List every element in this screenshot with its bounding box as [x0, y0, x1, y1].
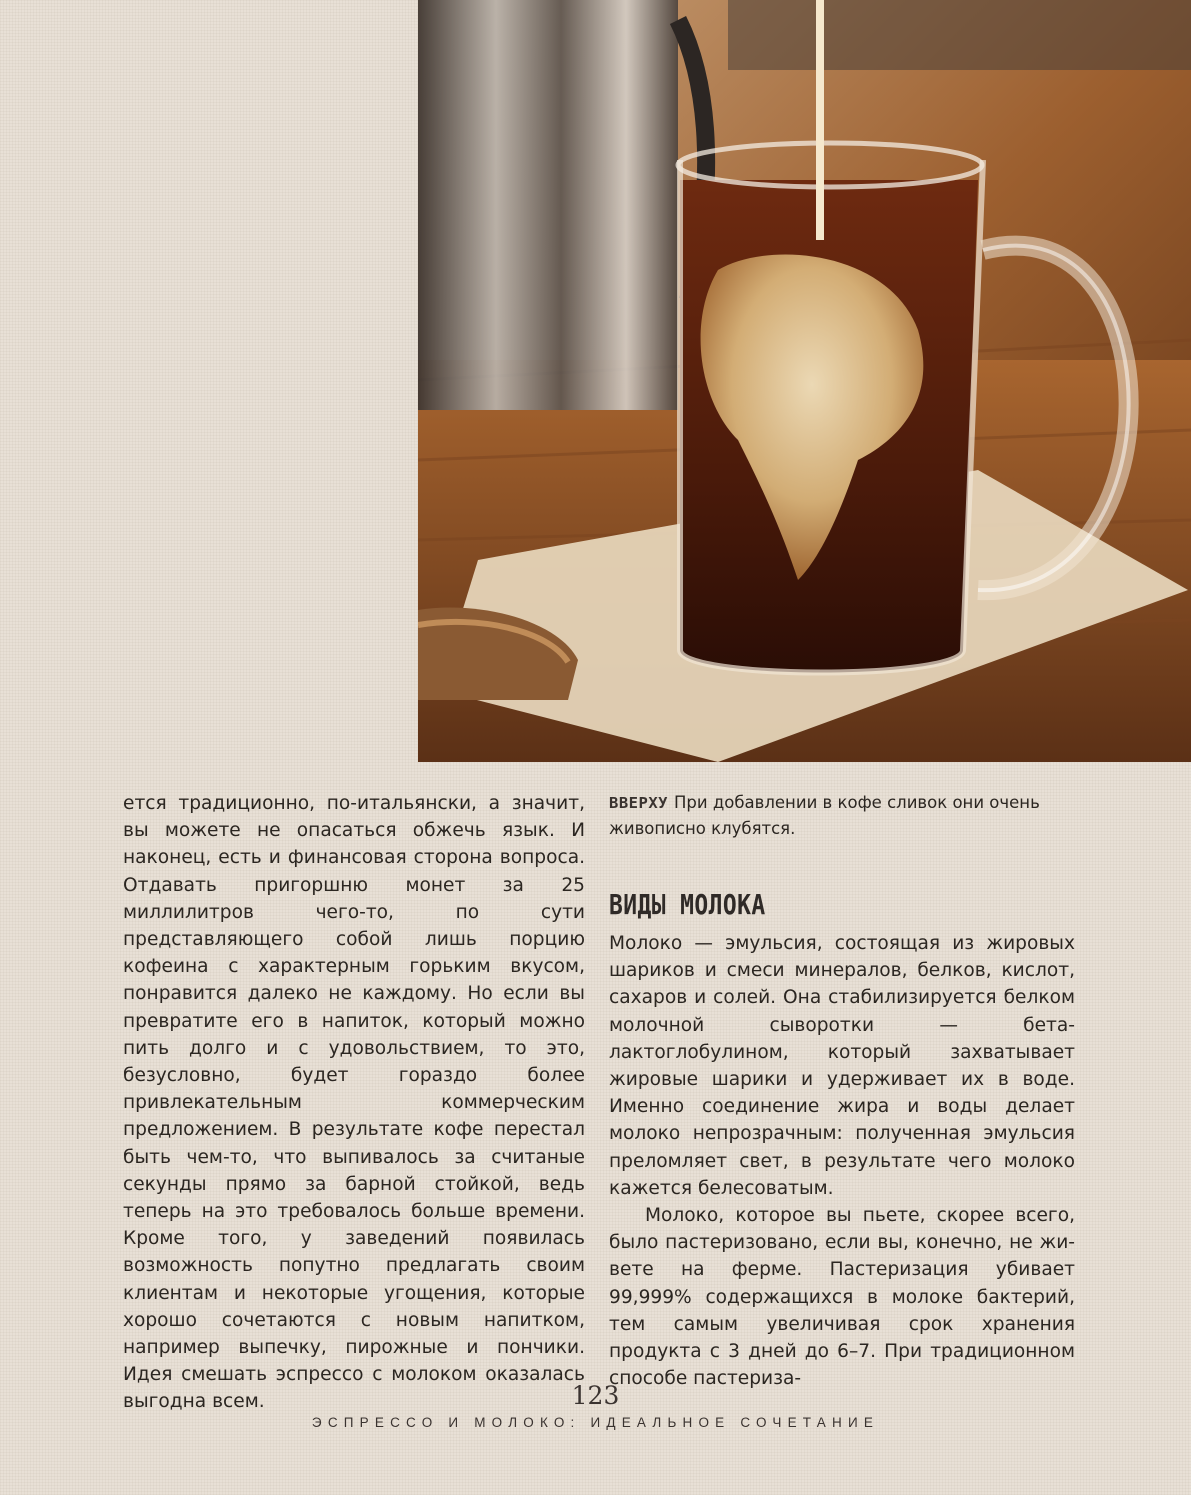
right-paragraph-1: Молоко — эмульсия, состоящая из жировых шариков и смеси минералов, белков, кислот, сахаров и солей. Она стабилизируется белком молочной сыворотки — бета-лактоглобулином, который захватывает жировые шарики и удерживает их в воде. Именно соединение жира и воды делает молоко непрозрачным: полученная эмульсия преломляет свет, в результате чего молоко кажется белесоватым. — [609, 933, 1075, 1199]
left-paragraph: ется традиционно, по-итальянски, а значит, вы можете не опасаться обжечь язык. И наконец, есть и финансовая сторона вопроса. Отдавать пригоршню монет за 25 миллилитров чего-то, по сути представляющего собой лишь порцию кофеина с характерным горьким вкусом, понравится далеко не каждому. Но если вы превратите его в напиток, который можно пить долго и с удовольствием, то это, безусловно, будет гораздо более привлекательным коммерческим предложением. В результате кофе перестал быть чем-то, что выпивалось за считаные секунды прямо за барной стойкой, ведь теперь на это требовалось больше времени. Кроме того, у заведений появилась возможность попутно предлагать своим клиентам и некоторые угощения, которые хорошо сочетаются с новым напитком, например выпечку, пирожные и пончики. Идея смешать эспрессо с молоком оказалась выгодна всем. — [123, 793, 585, 1413]
section-heading: ВИДЫ МОЛОКА — [609, 888, 766, 921]
coffee-photo-illustration — [418, 0, 1191, 762]
caption-text: При добавлении в кофе сливок они очень живописно клубятся. — [609, 793, 1040, 838]
coffee-photo — [418, 0, 1191, 762]
photo-caption — [609, 790, 1079, 842]
left-column-text — [123, 790, 585, 1416]
right-paragraph-2: Молоко, которое вы пьете, скорее всего, было пастеризовано, если вы, конечно, не живете на ферме. Пастеризация убивает 99,999% содержащихся в молоке бактерий, тем самым увеличивая срок хранения продукта с 3 дней до 6–7. При традиционном способе пастериза- — [609, 1205, 1075, 1390]
caption-label: ВВЕРХУ — [609, 794, 668, 812]
right-column-text — [609, 930, 1075, 1392]
running-title: ЭСПРЕССО И МОЛОКО: ИДЕАЛЬНОЕ СОЧЕТАНИЕ — [311, 1415, 880, 1430]
page-number: 123 — [571, 1381, 620, 1410]
